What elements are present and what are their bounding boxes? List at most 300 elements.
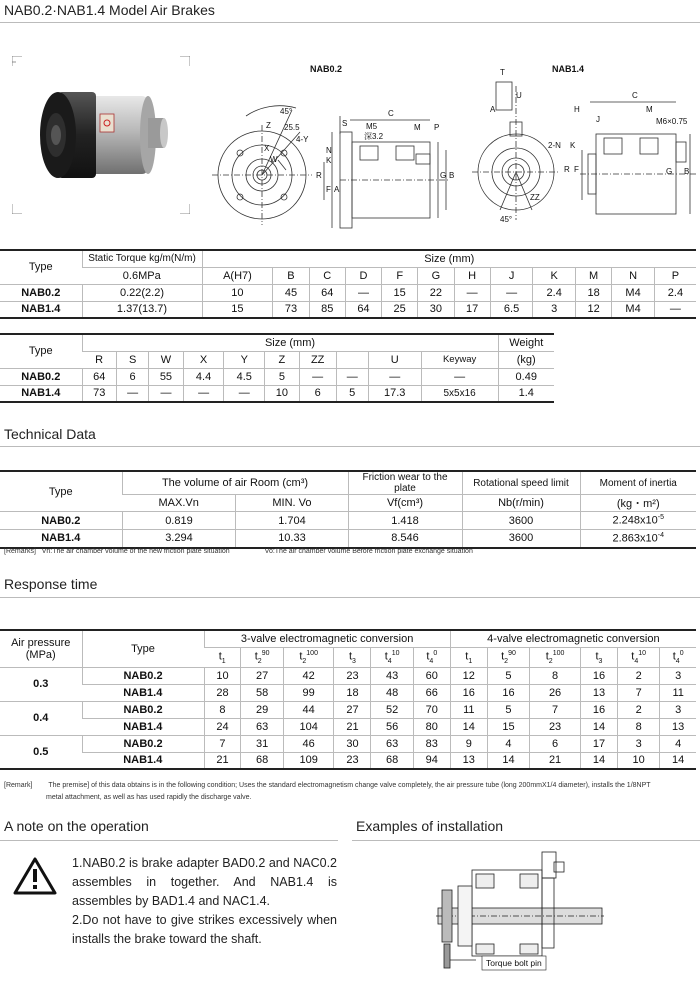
resp-sub-col — [241, 647, 283, 667]
resp-cell: 7 — [617, 684, 659, 701]
label-p: P — [434, 123, 440, 132]
t1-size-header: Size (mm) — [202, 250, 696, 267]
resp-cell: 10 — [204, 667, 241, 684]
t1-cell: 6.5 — [490, 301, 533, 318]
t1-type: NAB1.4 — [0, 301, 82, 318]
drawing-title-nab14: NAB1.4 — [552, 64, 585, 74]
label-r: R — [316, 171, 322, 180]
resp-cell: 68 — [371, 752, 413, 769]
tech-type: NAB0.2 — [0, 512, 122, 530]
resp-cell: 29 — [241, 701, 283, 718]
product-photo — [12, 56, 190, 214]
t2-col: Y — [224, 351, 265, 368]
label-x: X — [264, 144, 270, 153]
table-row — [0, 735, 696, 752]
tech-min-header: MIN. Vo — [236, 495, 348, 512]
resp-type-header: Type — [82, 630, 204, 667]
resp-cell: 68 — [241, 752, 283, 769]
label-zz: ZZ — [530, 193, 540, 202]
resp-cell: 52 — [371, 701, 413, 718]
tech-inertia-base: 2.248x10 — [612, 514, 658, 527]
resp-sub-sub: 4 — [429, 657, 434, 665]
t1-col: A(H7) — [202, 267, 273, 284]
resp-cell: 7 — [204, 735, 241, 752]
resp-type: NAB1.4 — [82, 718, 204, 735]
resp-cell: 58 — [241, 684, 283, 701]
t2-cell: — — [183, 385, 224, 402]
resp-cell: 99 — [283, 684, 334, 701]
resp-cell: 30 — [334, 735, 371, 752]
t1-cell: — — [490, 284, 533, 301]
t2-cell: — — [299, 368, 336, 385]
label-a: A — [334, 185, 340, 194]
t1-cell: — — [345, 284, 381, 301]
resp-cell: 13 — [580, 684, 617, 701]
t1-cell: M4 — [612, 301, 655, 318]
label-k-nab14: K — [570, 141, 576, 150]
label-4y: 4-Y — [296, 135, 309, 144]
resp-cell: 8 — [204, 701, 241, 718]
resp-type: NAB0.2 — [82, 667, 204, 684]
resp-sub-sup: 0 — [433, 649, 438, 657]
tech-inertia-unit: (kg・m²) — [580, 495, 696, 512]
label-b-nab14: B — [684, 167, 690, 176]
tech-type: NAB1.4 — [0, 530, 122, 548]
t2-col: S — [117, 351, 149, 368]
resp-cell: 16 — [487, 684, 529, 701]
brake-photo-icon — [12, 56, 190, 214]
label-g-nab14: G — [666, 167, 673, 176]
t1-col: D — [345, 267, 381, 284]
label-k: K — [326, 156, 332, 165]
resp-pressure-header — [0, 630, 82, 667]
t1-cell: M4 — [612, 284, 655, 301]
table-row — [0, 385, 554, 402]
warning-icon — [12, 856, 58, 896]
t1-torque: 0.22(2.2) — [82, 284, 202, 301]
resp-cell: 8 — [530, 667, 581, 684]
t1-col: N — [612, 267, 655, 284]
resp-sub-sup: 10 — [638, 649, 647, 657]
label-depth: 深3.2 — [364, 132, 384, 141]
resp-cell: 2 — [617, 701, 659, 718]
t2-cell: — — [336, 368, 368, 385]
t1-cell: 2.4 — [533, 284, 576, 301]
resp-pressure-label: Air pressure — [11, 636, 71, 649]
t2-cell: 4.5 — [224, 368, 265, 385]
resp-cell: 13 — [450, 752, 487, 769]
t2-type: NAB1.4 — [0, 385, 82, 402]
tech-volume-header: The volume of air Room (cm³) — [122, 471, 348, 495]
label-s: S — [342, 119, 348, 128]
resp-sub-base: t — [218, 650, 222, 663]
tech-wear-header: Friction wear to the plate — [348, 471, 462, 495]
resp-cell: 6 — [530, 735, 581, 752]
resp-cell: 17 — [580, 735, 617, 752]
nab02-side-view — [324, 116, 450, 228]
tech-wear: 1.418 — [348, 512, 462, 530]
resp-cell: 23 — [334, 667, 371, 684]
label-w: W — [270, 155, 278, 164]
t1-col: J — [490, 267, 533, 284]
t2-cell: 5 — [336, 385, 368, 402]
t1-torque: 1.37(13.7) — [82, 301, 202, 318]
t2-col: ZZ — [299, 351, 336, 368]
t1-cell: — — [654, 301, 696, 318]
table-row — [0, 284, 696, 301]
t1-cell: 85 — [309, 301, 345, 318]
t1-col: K — [533, 267, 576, 284]
resp-pressure: 0.5 — [0, 735, 82, 769]
tech-min: 1.704 — [236, 512, 348, 530]
t1-cell: 12 — [576, 301, 612, 318]
t2-col: R — [82, 351, 117, 368]
tech-max-header: MAX.Vn — [122, 495, 236, 512]
resp-sub-base: t — [501, 650, 505, 663]
resp-sub-base: t — [426, 650, 430, 663]
resp-cell: 31 — [241, 735, 283, 752]
label-u: U — [516, 91, 522, 100]
resp-sub-base: t — [545, 650, 549, 663]
resp-cell: 109 — [283, 752, 334, 769]
installation-drawing — [436, 848, 604, 980]
technical-title: Technical Data — [4, 426, 96, 442]
tech-wear-unit: Vf(cm³) — [348, 495, 462, 512]
resp-cell: 42 — [283, 667, 334, 684]
label-r-nab14: R — [564, 165, 570, 174]
resp-type: NAB0.2 — [82, 701, 204, 718]
t2-weight: 1.4 — [498, 385, 554, 402]
resp-sub-col — [487, 647, 529, 667]
t1-cell: 3 — [533, 301, 576, 318]
response-remark-line1: The premise] of this data obtains is in the following condition; Uses the standard electromagnetism change valve completely, the air pressure tube (long 200mmX1/4 diameter), installs the 1/8NPT — [48, 782, 651, 789]
t1-cell: 17 — [454, 301, 490, 318]
t2-cell: 5x5x16 — [421, 385, 498, 402]
resp-cell: 56 — [371, 718, 413, 735]
t2-cell: 10 — [265, 385, 300, 402]
note-rule — [0, 840, 338, 841]
resp-cell: 14 — [580, 752, 617, 769]
t1-type-header: Type — [0, 250, 82, 284]
t2-cell: 6 — [299, 385, 336, 402]
t2-cell: 73 — [82, 385, 117, 402]
t2-col: X — [183, 351, 224, 368]
label-a-nab14: A — [490, 105, 496, 114]
tech-inertia — [580, 530, 696, 548]
label-f-nab14: F — [574, 165, 579, 174]
resp-sub-base: t — [631, 650, 635, 663]
title-rule — [0, 22, 700, 23]
resp-cell: 44 — [283, 701, 334, 718]
table-row — [0, 752, 696, 769]
label-m6: M6×0.75 — [656, 117, 688, 126]
t2-weight-header: Weight — [498, 334, 554, 351]
resp-sub-base: t — [465, 650, 469, 663]
resp-sub-col — [530, 647, 581, 667]
t1-cell: 22 — [418, 284, 454, 301]
resp-cell: 3 — [617, 735, 659, 752]
resp-sub-sub: 4 — [387, 657, 392, 665]
t1-cell: 10 — [202, 284, 273, 301]
resp-cell: 8 — [617, 718, 659, 735]
resp-sub-col — [580, 647, 617, 667]
resp-cell: 5 — [487, 701, 529, 718]
table-row — [0, 684, 696, 701]
resp-sub-col — [371, 647, 413, 667]
t1-cell: 45 — [273, 284, 309, 301]
label-c: C — [388, 109, 394, 118]
label-m-nab14: M — [646, 105, 653, 114]
resp-sub-sup: 100 — [306, 649, 318, 657]
resp-sub-sup: 0 — [679, 649, 684, 657]
technical-rule — [0, 446, 700, 447]
tech-speed-header: Rotational speed limit — [462, 471, 580, 495]
tech-inertia-header: Moment of inertia — [580, 471, 696, 495]
resp-sub-sub: 3 — [352, 657, 356, 665]
resp-pressure: 0.3 — [0, 667, 82, 701]
t2-cell: — — [421, 368, 498, 385]
resp-type: NAB0.2 — [82, 735, 204, 752]
tech-speed: 3600 — [462, 512, 580, 530]
t1-cell: 64 — [309, 284, 345, 301]
t1-type: NAB0.2 — [0, 284, 82, 301]
resp-cell: 4 — [487, 735, 529, 752]
nab14-front-view — [472, 82, 560, 220]
resp-cell: 60 — [413, 667, 450, 684]
resp-cell: 46 — [283, 735, 334, 752]
drawing-title-nab02: NAB0.2 — [310, 64, 343, 74]
t1-cell: 25 — [382, 301, 418, 318]
t2-cell: 5 — [265, 368, 300, 385]
t1-col: H — [454, 267, 490, 284]
t2-cell: 64 — [82, 368, 117, 385]
resp-cell: 80 — [413, 718, 450, 735]
response-remark-label: [Remark] — [4, 782, 33, 789]
resp-cell: 5 — [487, 667, 529, 684]
tech-inertia-base: 2.863x10 — [612, 532, 658, 545]
resp-sub-sub: 1 — [468, 657, 473, 665]
resp-sub-sup: 90 — [261, 649, 270, 657]
resp-cell: 27 — [241, 667, 283, 684]
response-rule — [0, 597, 700, 598]
t1-cell: 73 — [273, 301, 309, 318]
resp-cell: 9 — [450, 735, 487, 752]
resp-cell: 21 — [204, 752, 241, 769]
label-255: 25.5 — [284, 123, 300, 132]
t1-cell: — — [454, 284, 490, 301]
t1-cell: 18 — [576, 284, 612, 301]
t2-col: W — [149, 351, 184, 368]
resp-sub-col — [204, 647, 241, 667]
resp-cell: 14 — [487, 752, 529, 769]
t2-col: U — [368, 351, 421, 368]
installation-title: Examples of installation — [356, 818, 504, 834]
resp-cell: 18 — [334, 684, 371, 701]
t1-col: M — [576, 267, 612, 284]
resp-cell: 4 — [660, 735, 696, 752]
resp-cell: 11 — [660, 684, 696, 701]
size-table-1 — [0, 249, 696, 319]
label-z: Z — [266, 121, 271, 130]
t2-cell: 6 — [117, 368, 149, 385]
t2-cell: 4.4 — [183, 368, 224, 385]
tech-max: 0.819 — [122, 512, 236, 530]
resp-cell: 12 — [450, 667, 487, 684]
resp-sub-base: t — [384, 650, 388, 663]
tech-inertia — [580, 512, 696, 530]
resp-sub-base: t — [299, 650, 303, 663]
resp-sub-base: t — [595, 650, 599, 663]
resp-pressure: 0.4 — [0, 701, 82, 735]
t2-cell: — — [224, 385, 265, 402]
resp-cell: 94 — [413, 752, 450, 769]
tech-max: 3.294 — [122, 530, 236, 548]
torque-bolt-label: Torque bolt pin — [486, 958, 542, 968]
resp-cell: 23 — [334, 752, 371, 769]
label-t: T — [500, 68, 505, 77]
response-remark-line2: metal attachment, as well as has used rapidly the discharge valve. — [46, 794, 252, 801]
tech-type-header: Type — [0, 471, 122, 512]
installation-rule — [352, 840, 700, 841]
resp-sub-sup: 100 — [552, 649, 565, 657]
label-b: B — [449, 171, 455, 180]
resp-type: NAB1.4 — [82, 684, 204, 701]
t1-col: C — [309, 267, 345, 284]
resp-sub-col — [283, 647, 334, 667]
table-row — [0, 718, 696, 735]
t2-cell: — — [117, 385, 149, 402]
table-row — [0, 301, 696, 318]
resp-cell: 26 — [530, 684, 581, 701]
page-title: NAB0.2·NAB1.4 Model Air Brakes — [4, 2, 215, 18]
resp-cell: 28 — [204, 684, 241, 701]
technical-table — [0, 470, 696, 549]
t1-cell: 64 — [345, 301, 381, 318]
t1-cell: 15 — [382, 284, 418, 301]
t1-cell: 30 — [418, 301, 454, 318]
tech-wear: 8.546 — [348, 530, 462, 548]
t1-col: B — [273, 267, 309, 284]
resp-cell: 83 — [413, 735, 450, 752]
t2-weight: 0.49 — [498, 368, 554, 385]
t2-col: Keyway — [421, 351, 498, 368]
table-row — [0, 368, 554, 385]
resp-pressure-unit: (MPa) — [25, 648, 56, 661]
resp-sub-col — [334, 647, 371, 667]
t1-col: G — [418, 267, 454, 284]
resp-sub-col — [617, 647, 659, 667]
t1-cell: 15 — [202, 301, 273, 318]
t2-weight-unit: (kg) — [498, 351, 554, 368]
label-j: J — [596, 115, 600, 124]
t2-cell: — — [368, 368, 421, 385]
resp-sub-sub: 3 — [598, 657, 603, 665]
resp-cell: 63 — [371, 735, 413, 752]
resp-cell: 3 — [660, 667, 696, 684]
resp-cell: 11 — [450, 701, 487, 718]
resp-cell: 10 — [617, 752, 659, 769]
resp-sub-sup: 90 — [508, 649, 516, 657]
note-line-2: 2.Do not have to give strikes excessively when installs the brake toward the shaft. — [72, 913, 337, 946]
resp-cell: 14 — [450, 718, 487, 735]
resp-cell: 15 — [487, 718, 529, 735]
t2-col — [336, 351, 368, 368]
t2-type: NAB0.2 — [0, 368, 82, 385]
resp-group4-header: 4-valve electromagnetic conversion — [450, 630, 696, 647]
t1-torque-header: Static Torque kg/m(N/m) — [82, 250, 202, 267]
table-row — [0, 667, 696, 684]
resp-cell: 63 — [241, 718, 283, 735]
label-45: 45° — [280, 107, 293, 116]
resp-sub-col — [450, 647, 487, 667]
table-row — [0, 512, 696, 530]
t1-col: F — [382, 267, 418, 284]
technical-remark: [Remarks] Vn:The air chamber volume of the new friction plate situation Vo:The air chamber volume Before friction plate exchange situation — [4, 548, 473, 555]
resp-cell: 43 — [371, 667, 413, 684]
resp-type: NAB1.4 — [82, 752, 204, 769]
resp-cell: 21 — [334, 718, 371, 735]
resp-cell: 27 — [334, 701, 371, 718]
resp-sub-base: t — [348, 650, 353, 663]
resp-sub-sub: 2 — [257, 657, 262, 665]
resp-cell: 16 — [580, 667, 617, 684]
resp-cell: 14 — [580, 718, 617, 735]
tech-min: 10.33 — [236, 530, 348, 548]
resp-body — [0, 667, 696, 769]
t1-pressure-header: 0.6MPa — [82, 267, 202, 284]
resp-cell: 48 — [371, 684, 413, 701]
label-45b: 45° — [500, 215, 513, 224]
response-remark — [4, 782, 651, 789]
resp-sub-col — [660, 647, 696, 667]
t2-col: Z — [265, 351, 300, 368]
resp-sub-base: t — [254, 650, 258, 663]
resp-cell: 23 — [530, 718, 581, 735]
tech-speed-unit: Nb(r/min) — [462, 495, 580, 512]
label-g: G — [440, 171, 447, 180]
resp-sub-sub: 4 — [675, 657, 680, 665]
resp-sub-sub: 2 — [302, 657, 307, 665]
dimension-drawings — [200, 50, 700, 230]
label-n: N — [326, 146, 332, 155]
resp-sub-sub: 4 — [634, 657, 639, 665]
label-2n: 2-N — [548, 141, 561, 150]
t2-size-header: Size (mm) — [82, 334, 498, 351]
resp-cell: 104 — [283, 718, 334, 735]
resp-cell: 16 — [450, 684, 487, 701]
resp-cell: 21 — [530, 752, 581, 769]
resp-sub-sub: 2 — [504, 657, 509, 665]
t1-col: P — [654, 267, 696, 284]
label-c-nab14: C — [632, 91, 638, 100]
label-h: H — [574, 105, 580, 114]
resp-cell: 70 — [413, 701, 450, 718]
table-row — [0, 701, 696, 718]
resp-cell: 3 — [660, 701, 696, 718]
resp-sub-col — [413, 647, 450, 667]
label-f: F — [326, 185, 331, 194]
resp-cell: 24 — [204, 718, 241, 735]
t1-cell: 2.4 — [654, 284, 696, 301]
t2-cell: 17.3 — [368, 385, 421, 402]
note-body — [72, 854, 337, 949]
resp-group3-header: 3-valve electromagnetic conversion — [204, 630, 450, 647]
tech-inertia-exp: -5 — [657, 514, 664, 522]
resp-cell: 66 — [413, 684, 450, 701]
resp-cell: 2 — [617, 667, 659, 684]
note-line-1: 1.NAB0.2 is brake adapter BAD0.2 and NAC0.2 assembles in together. And NAB1.4 is assembles by BAD1.4 and NAC1.4. — [72, 856, 337, 908]
t2-cell: — — [149, 385, 184, 402]
